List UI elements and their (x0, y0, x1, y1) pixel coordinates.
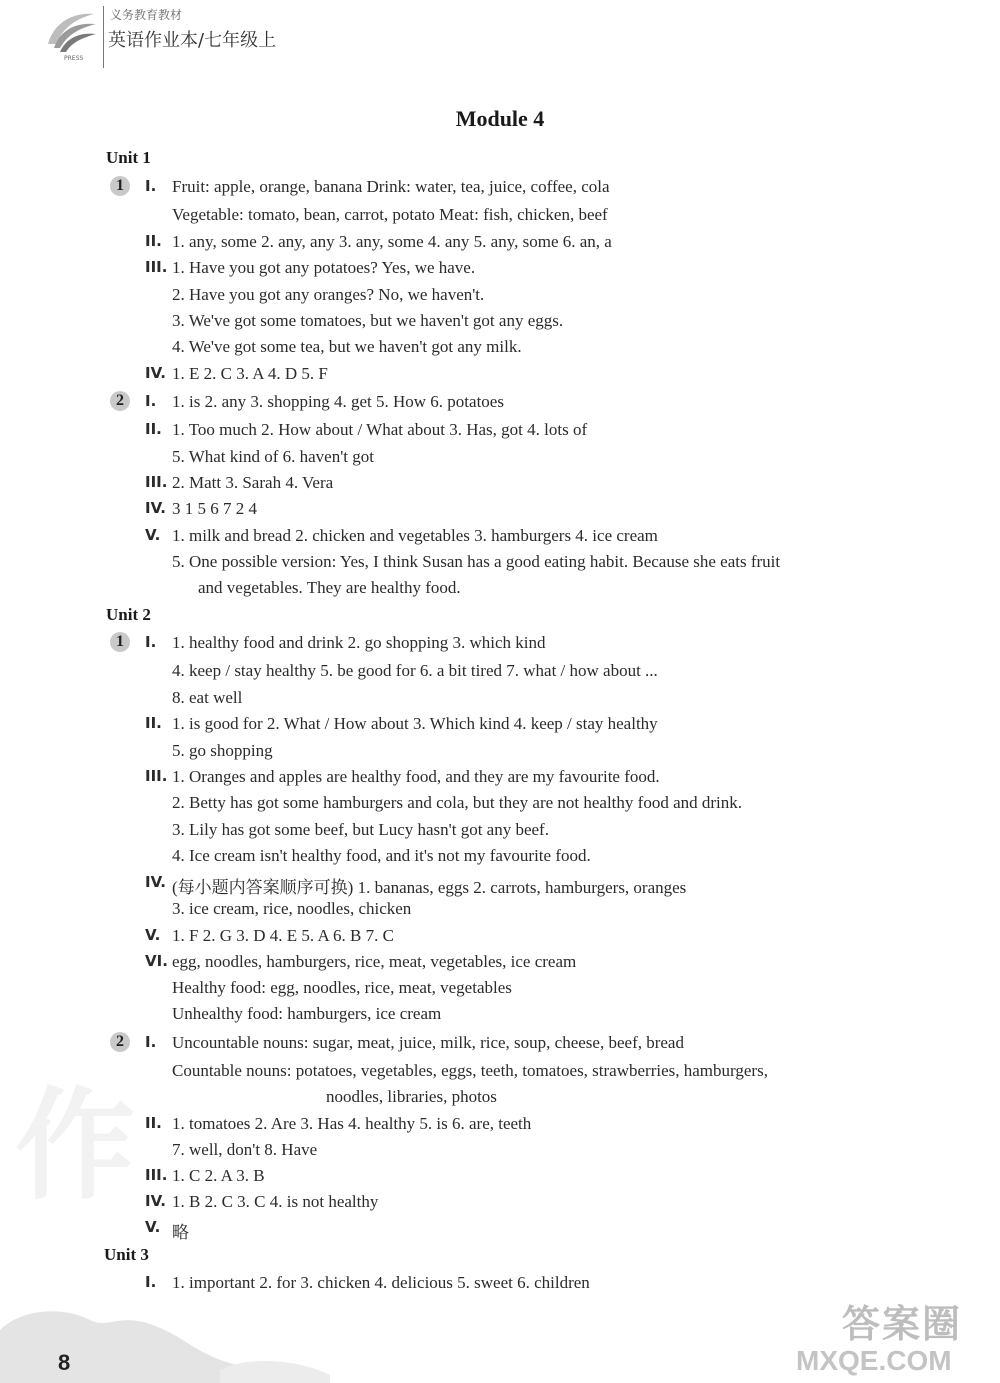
answer-line: 5. go shopping (172, 741, 273, 760)
title-separator: / (198, 30, 205, 51)
answer-line: 2. Have you got any oranges? No, we haven't. (172, 285, 485, 304)
answer-line: 2. Betty has got some hamburgers and cola, but they are not healthy food and drink. (172, 793, 742, 812)
section-number-badge (110, 391, 130, 411)
answer-line: 3 1 5 6 7 2 4 (172, 499, 257, 518)
answer-line: Vegetable: tomato, bean, carrot, potato Meat: fish, chicken, beef (172, 205, 608, 224)
answer-line: 1. important 2. for 3. chicken 4. delicious 5. sweet 6. children (172, 1273, 590, 1292)
exercise-number: II. (145, 714, 162, 732)
exercise-number: I. (145, 1273, 157, 1291)
answer-line: 1. is 2. any 3. shopping 4. get 5. How 6. potatoes (172, 392, 504, 411)
exercise-number: III. (145, 258, 168, 276)
exercise-number: III. (145, 1166, 168, 1184)
book-title-text: 英语作业本 (108, 30, 198, 51)
answer-line: 1. tomatoes 2. Are 3. Has 4. healthy 5. is 6. are, teeth (172, 1114, 532, 1133)
section-number: 2 (116, 1033, 124, 1050)
answer-line: egg, noodles, hamburgers, rice, meat, vegetables, ice cream (172, 952, 577, 971)
answer-line: 1. any, some 2. any, any 3. any, some 4. any 5. any, some 6. an, a (172, 232, 612, 251)
unit-heading: Unit 2 (106, 605, 151, 624)
exercise-number: IV. (145, 364, 166, 382)
exercise-number: IV. (145, 1192, 166, 1210)
exercise-number: V. (145, 526, 161, 544)
answer-line: 5. What kind of 6. haven't got (172, 447, 374, 466)
page-number: 8 (58, 1350, 71, 1375)
answer-line: 8. eat well (172, 688, 243, 707)
answer-line: 1. Oranges and apples are healthy food, and they are my favourite food. (172, 767, 660, 786)
answer-line: 5. One possible version: Yes, I think Susan has a good eating habit. Because she eats fruit (172, 552, 781, 571)
section-number-badge (110, 1032, 130, 1052)
answer-line: (每小题内答案顺序可换) 1. bananas, eggs 2. carrots, hamburgers, oranges (172, 878, 687, 897)
exercise-number: II. (145, 232, 162, 250)
answer-line: 1. is good for 2. What / How about 3. Which kind 4. keep / stay healthy (172, 714, 658, 733)
exercise-number: V. (145, 1218, 161, 1236)
section-number: 1 (116, 177, 124, 194)
exercise-number: I. (145, 392, 157, 410)
answer-line: 2. Matt 3. Sarah 4. Vera (172, 473, 334, 492)
exercise-number: I. (145, 633, 157, 651)
answer-line: noodles, libraries, photos (326, 1087, 497, 1106)
module-title: Module 4 (455, 106, 545, 131)
exercise-number: IV. (145, 873, 166, 891)
exercise-number: III. (145, 767, 168, 785)
answer-line: 1. C 2. A 3. B (172, 1166, 265, 1185)
answer-line: 3. We've got some tomatoes, but we haven't got any eggs. (172, 311, 564, 330)
watermark-url: MXQE.COM (796, 1345, 952, 1376)
exercise-number: IV. (145, 499, 166, 517)
answer-line: 1. milk and bread 2. chicken and vegetables 3. hamburgers 4. ice cream (172, 526, 658, 545)
series-label: 义务教育教材 (110, 8, 183, 22)
answer-line: Countable nouns: potatoes, vegetables, eggs, teeth, tomatoes, strawberries, hamburgers, (172, 1061, 768, 1080)
answer-line: 4. We've got some tea, but we haven't got any milk. (172, 337, 522, 356)
answer-line: Unhealthy food: hamburgers, ice cream (172, 1004, 442, 1023)
answer-line: Uncountable nouns: sugar, meat, juice, milk, rice, soup, cheese, beef, bread (172, 1033, 684, 1052)
grade-label: 七年级上 (204, 30, 277, 51)
exercise-number: I. (145, 177, 157, 195)
header-divider (103, 6, 104, 68)
svg-text:PRESS: PRESS (64, 55, 84, 62)
answer-line: 1. E 2. C 3. A 4. D 5. F (172, 364, 328, 383)
watermark-logo-text: 答案圈 (842, 1302, 963, 1346)
answer-line: 1. F 2. G 3. D 4. E 5. A 6. B 7. C (172, 926, 394, 945)
answer-line: Healthy food: egg, noodles, rice, meat, vegetables (172, 978, 512, 997)
site-watermark (780, 1285, 1000, 1383)
answer-line: 7. well, don't 8. Have (172, 1140, 318, 1159)
exercise-number: II. (145, 1114, 162, 1132)
answer-line: and vegetables. They are healthy food. (198, 578, 461, 597)
page-header (40, 0, 440, 70)
background-watermark-glyph: 作 (15, 1077, 135, 1216)
answer-line: 略 (172, 1223, 189, 1242)
answer-line: Fruit: apple, orange, banana Drink: water, tea, juice, coffee, cola (172, 177, 610, 196)
answer-line: 4. Ice cream isn't healthy food, and it's not my favourite food. (172, 846, 591, 865)
book-title (108, 26, 276, 52)
exercise-number: VI. (145, 952, 168, 970)
unit-heading: Unit 1 (106, 148, 151, 167)
unit-heading: Unit 3 (104, 1245, 149, 1264)
section-number-badge (110, 176, 130, 196)
section-number: 2 (116, 392, 124, 409)
section-number-badge (110, 632, 130, 652)
exercise-number: II. (145, 420, 162, 438)
answer-line: 1. Have you got any potatoes? Yes, we have. (172, 258, 476, 277)
publisher-logo-icon (40, 4, 100, 64)
exercise-number: III. (145, 473, 168, 491)
exercise-number: I. (145, 1033, 157, 1051)
answer-line: 4. keep / stay healthy 5. be good for 6. a bit tired 7. what / how about ... (172, 661, 658, 680)
section-number: 1 (116, 633, 124, 650)
answer-line: 1. Too much 2. How about / What about 3. Has, got 4. lots of (172, 420, 588, 439)
exercise-number: V. (145, 926, 161, 944)
answer-line: 1. healthy food and drink 2. go shopping 3. which kind (172, 633, 546, 652)
answer-line: 1. B 2. C 3. C 4. is not healthy (172, 1192, 379, 1211)
answer-line: 3. ice cream, rice, noodles, chicken (172, 899, 412, 918)
answer-line: 3. Lily has got some beef, but Lucy hasn't got any beef. (172, 820, 549, 839)
